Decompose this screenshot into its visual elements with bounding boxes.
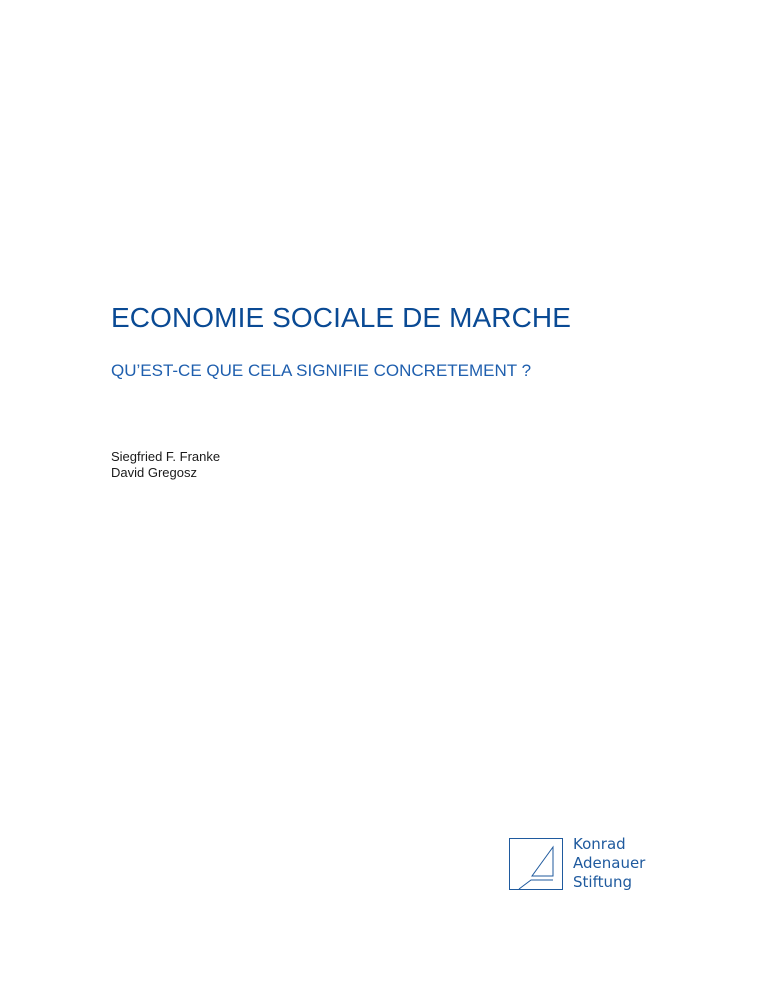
publisher-name-line: Adenauer: [573, 854, 646, 872]
document-title: ECONOMIE SOCIALE DE MARCHE: [111, 302, 572, 333]
author-name: Siegfried F. Franke: [111, 449, 221, 464]
kas-logo-icon: [509, 838, 563, 890]
author-name: David Gregosz: [111, 465, 197, 480]
publisher-name-line: Stiftung: [573, 873, 633, 891]
publisher-logo: [509, 835, 679, 894]
publisher-name: [573, 835, 645, 892]
author-list: [111, 449, 220, 481]
document-subtitle: QU’EST-CE QUE CELA SIGNIFIE CONCRETEMENT ?: [111, 361, 532, 380]
publisher-name-line: Konrad: [573, 835, 626, 853]
